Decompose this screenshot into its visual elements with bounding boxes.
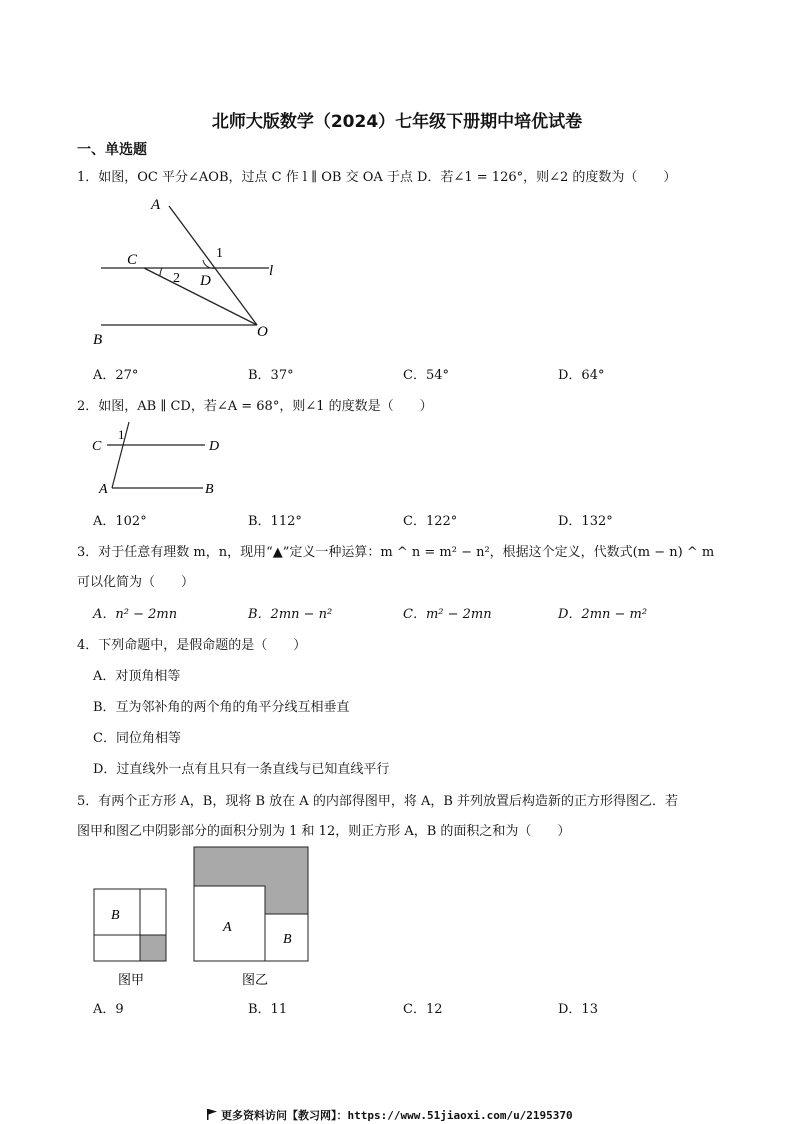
q4-option-c: C．同位角相等 xyxy=(93,731,181,746)
question-1-figure xyxy=(85,190,305,350)
question-2-text: 2．如图，AB ∥ CD，若∠A = 68°，则∠1 的度数是（ ） xyxy=(77,399,433,414)
angle-1-arc xyxy=(203,260,215,268)
page-title: 北师大版数学（2024）七年级下册期中培优试卷 xyxy=(211,112,583,132)
q2-option-b: B．112° xyxy=(248,514,302,529)
q3-option-c: C．m² − 2mn xyxy=(403,607,492,622)
label-b: B xyxy=(205,482,214,497)
question-5-line-1: 5．有两个正方形 A，B，现将 B 放在 A 的内部得图甲，将 A，B 并列放置后构造新的正方形得图乙．若 xyxy=(77,794,679,809)
footer-text: 更多资料访问【教习网】：https://www.51jiaoxi.com/u/2195370 xyxy=(221,1109,573,1122)
flag-icon xyxy=(207,1109,217,1120)
label-c: C xyxy=(92,439,102,454)
q5-option-c: C．12 xyxy=(403,1002,443,1017)
q2-option-c: C．122° xyxy=(403,514,458,529)
q4-option-b: B．互为邻补角的两个角的角平分线互相垂直 xyxy=(93,700,350,715)
q5-option-d: D．13 xyxy=(558,1002,598,1017)
label-d: D xyxy=(200,273,211,289)
q1-option-d: D．64° xyxy=(558,368,605,383)
q2-option-a: A．102° xyxy=(93,514,147,529)
section-heading: 一、单选题 xyxy=(77,142,147,158)
yi-label-b: B xyxy=(283,932,292,947)
q2-option-d: D．132° xyxy=(558,514,613,529)
line-oa xyxy=(169,206,257,325)
label-b: B xyxy=(93,332,103,348)
yi-label-a: A xyxy=(223,920,232,935)
label-a: A xyxy=(99,482,108,497)
q5-option-b: B．11 xyxy=(248,1002,288,1017)
label-c: C xyxy=(127,252,138,268)
q3-option-b: B．2mn − n² xyxy=(248,607,333,622)
caption-yi: 图乙 xyxy=(242,973,269,988)
question-5-line-2: 图甲和图乙中阴影部分的面积分别为 1 和 12，则正方形 A，B 的面积之和为（ ） xyxy=(77,824,571,839)
angle-2-arc xyxy=(160,268,162,276)
q3-option-a: A．n² − 2mn xyxy=(93,607,178,622)
label-a: A xyxy=(151,197,161,213)
question-2-figure xyxy=(85,418,235,503)
label-angle-2: 2 xyxy=(173,271,180,286)
q3-option-d: D．2mn − m² xyxy=(558,607,648,622)
question-3-line-2: 可以化简为（ ） xyxy=(77,575,195,590)
jia-shaded xyxy=(140,935,166,961)
question-5-figure xyxy=(90,843,320,993)
caption-jia: 图甲 xyxy=(118,973,145,988)
q4-option-a: A．对顶角相等 xyxy=(93,669,181,684)
q1-option-b: B．37° xyxy=(248,368,294,383)
footer-link[interactable] xyxy=(207,1107,573,1123)
q1-option-a: A．27° xyxy=(93,368,139,383)
question-1-text: 1．如图，OC 平分∠AOB，过点 C 作 l ∥ OB 交 OA 于点 D．若∠1 = 126°，则∠2 的度数为（ ） xyxy=(77,170,677,185)
jia-label-b: B xyxy=(111,908,120,923)
question-4-text: 4．下列命题中，是假命题的是（ ） xyxy=(77,638,307,653)
q4-option-d: D．过直线外一点有且只有一条直线与已知直线平行 xyxy=(93,762,390,777)
label-o: O xyxy=(257,324,268,340)
q1-option-c: C．54° xyxy=(403,368,449,383)
q5-option-a: A．9 xyxy=(93,1002,124,1017)
question-3-line-1: 3．对于任意有理数 m，n，现用“▲”定义一种运算：m ^ n = m² − n²，根据这个定义，代数式(m − n) ^ m xyxy=(77,545,715,560)
label-angle-1: 1 xyxy=(216,246,223,261)
label-l: l xyxy=(269,263,274,279)
label-angle-1: 1 xyxy=(118,427,125,442)
label-d: D xyxy=(209,439,220,454)
